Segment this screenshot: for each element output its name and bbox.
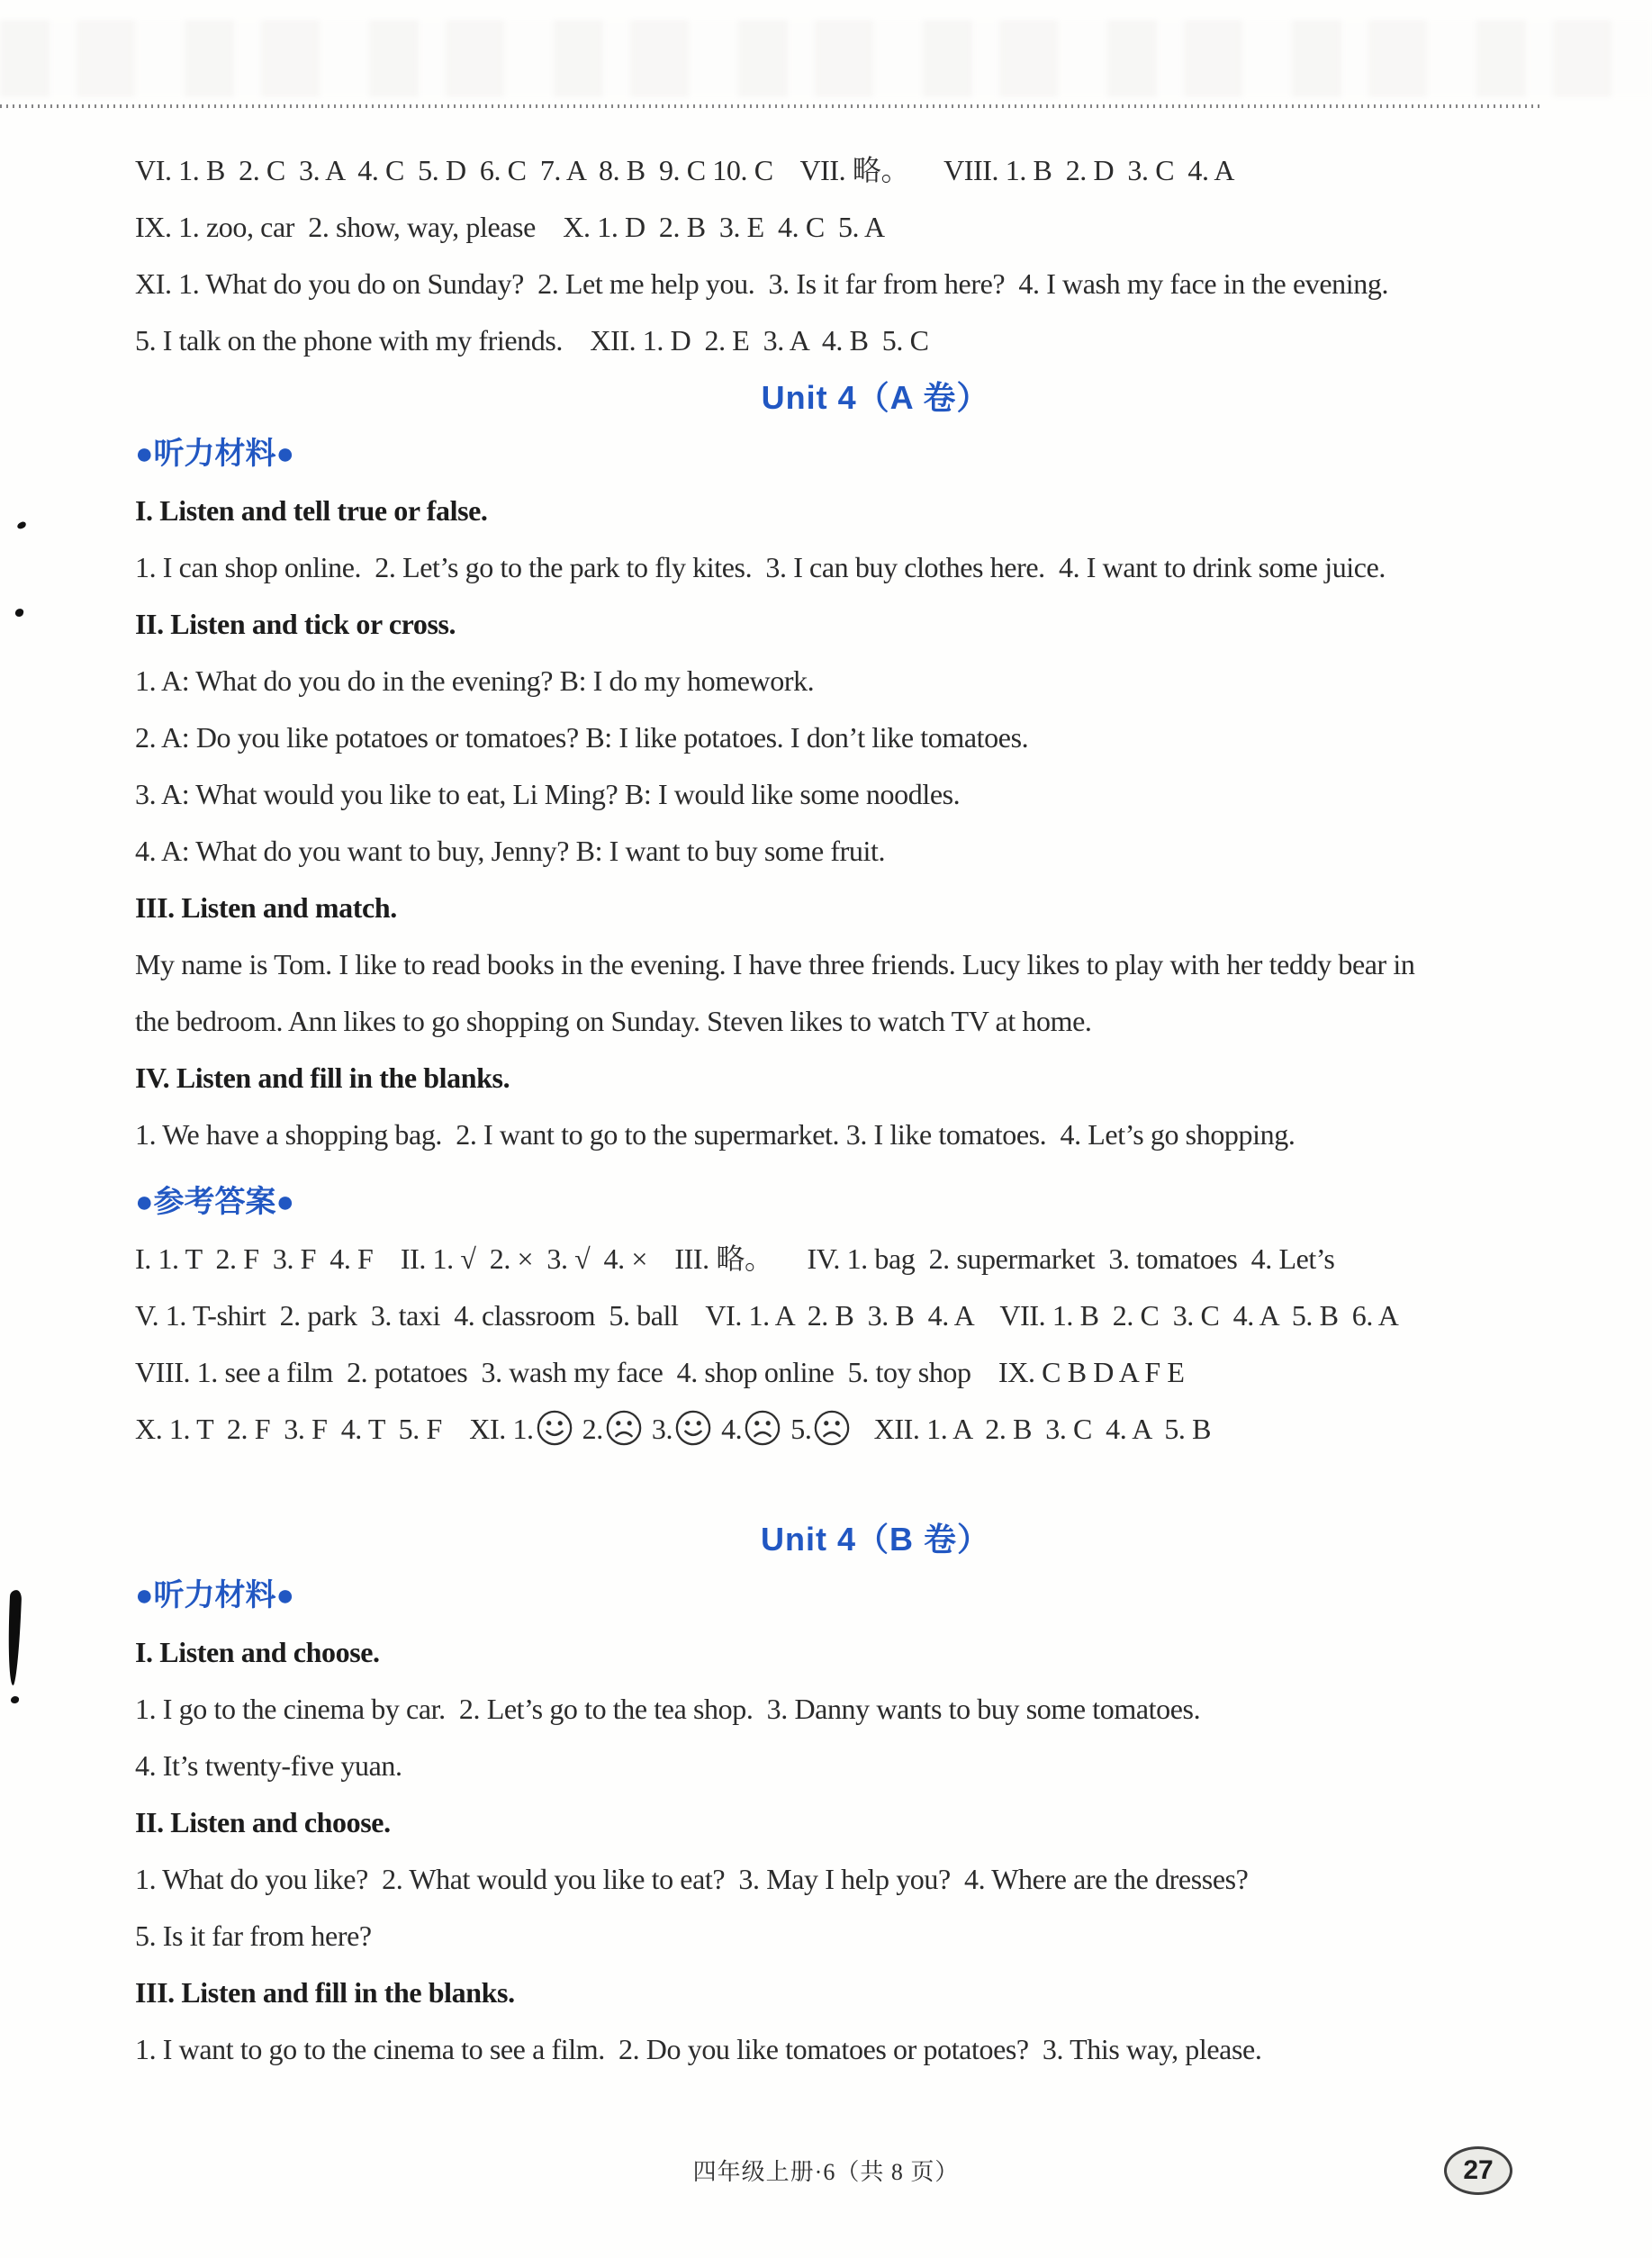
answer-line: 5. I talk on the phone with my friends. XII. 1. D 2. E 3. A 4. B 5. C — [135, 324, 929, 357]
section-header: III. Listen and fill in the blanks. — [135, 1976, 515, 2009]
script-line: 1. I can shop online. 2. Let’s go to the park to fly kites. 3. I can buy clothes here. 4. I want to drink some juice. — [135, 551, 1386, 583]
page-number: 27 — [1463, 2155, 1494, 2185]
script-line: 1. A: What do you do in the evening? B: I do my homework. — [135, 664, 815, 697]
unit-a-listening-header: ●听力材料● — [135, 438, 295, 471]
ink-stroke-mark — [6, 1590, 23, 1685]
section-header: II. Listen and choose. — [135, 1806, 391, 1838]
smiley-face-icon — [536, 1409, 573, 1447]
script-line: 1. I go to the cinema by car. 2. Let’s go to the tea shop. 3. Danny wants to buy some tomatoes. — [135, 1693, 1201, 1725]
faces-sequence — [512, 1413, 860, 1445]
answer-line: IX. 1. zoo, car 2. show, way, please X. 1. D 2. B 3. E 4. C 5. A — [135, 211, 885, 243]
frowny-face-icon — [605, 1409, 643, 1447]
faces-suffix: XII. 1. A 2. B 3. C 4. A 5. B — [860, 1413, 1212, 1445]
face-answer-item: 3. — [652, 1413, 721, 1445]
dotted-divider — [0, 104, 1543, 108]
spacer — [135, 1163, 1616, 1174]
answer-line-faces — [135, 1401, 1616, 1458]
section-header: II. Listen and tick or cross. — [135, 608, 456, 640]
section-header: III. Listen and match. — [135, 891, 397, 924]
script-line: 1. What do you like? 2. What would you like to eat? 3. May I help you? 4. Where are the dresses? — [135, 1863, 1249, 1895]
script-line: 4. It’s twenty-five yuan. — [135, 1749, 402, 1782]
page-content — [135, 142, 1616, 2078]
script-line: 3. A: What would you like to eat, Li Ming? B: I would like some noodles. — [135, 778, 961, 810]
face-answer-item: 2. — [582, 1413, 652, 1445]
unit-b-listening-header: ●听力材料● — [135, 1579, 295, 1612]
unit-a-title: Unit 4（A 卷） — [761, 379, 990, 416]
script-line: 1. We have a shopping bag. 2. I want to go to the supermarket. 3. I like tomatoes. 4. Let’s go shopping. — [135, 1118, 1295, 1151]
face-answer-item: 1. — [512, 1413, 582, 1445]
answer-line: V. 1. T-shirt 2. park 3. taxi 4. classroom 5. ball VI. 1. A 2. B 3. B 4. A VII. 1. B 2. C 3. C 4. A 5. B 6. A — [135, 1299, 1399, 1332]
ink-speck — [14, 608, 23, 617]
smiley-face-icon — [674, 1409, 712, 1447]
ink-speck — [16, 521, 27, 530]
scan-bleed-band — [0, 20, 1652, 97]
script-line: 4. A: What do you want to buy, Jenny? B: I want to buy some fruit. — [135, 835, 886, 867]
script-line: My name is Tom. I like to read books in the evening. I have three friends. Lucy likes to play with her teddy bear in — [135, 948, 1415, 980]
answer-line: XI. 1. What do you do on Sunday? 2. Let me help you. 3. Is it far from here? 4. I wash my face in the evening. — [135, 267, 1389, 300]
spacer — [135, 1458, 1616, 1511]
script-line: 5. Is it far from here? — [135, 1919, 372, 1952]
page-footer: 四年级上册·6（共 8 页） — [692, 2159, 960, 2185]
frowny-face-icon — [744, 1409, 781, 1447]
page-number-badge — [1444, 2146, 1512, 2195]
answer-line: VIII. 1. see a film 2. potatoes 3. wash my face 4. shop online 5. toy shop IX. C B D A F E — [135, 1356, 1185, 1388]
unit-b-title: Unit 4（B 卷） — [760, 1521, 990, 1558]
face-answer-item: 4. — [721, 1413, 790, 1445]
script-line: 2. A: Do you like potatoes or tomatoes? B: I like potatoes. I don’t like tomatoes. — [135, 721, 1029, 754]
script-line: 1. I want to go to the cinema to see a film. 2. Do you like tomatoes or potatoes? 3. This way, please. — [135, 2033, 1262, 2065]
unit-a-answers-header: ●参考答案● — [135, 1186, 295, 1219]
script-line: the bedroom. Ann likes to go shopping on Sunday. Steven likes to watch TV at home. — [135, 1005, 1092, 1037]
answer-line: VI. 1. B 2. C 3. A 4. C 5. D 6. C 7. A 8. B 9. C 10. C VII. 略。 VIII. 1. B 2. D 3. C 4. A — [135, 154, 1235, 186]
faces-prefix: X. 1. T 2. F 3. F 4. T 5. F XI. — [135, 1413, 513, 1445]
section-header: I. Listen and tell true or false. — [135, 494, 488, 527]
section-header: I. Listen and choose. — [135, 1636, 380, 1668]
answer-line: I. 1. T 2. F 3. F 4. F II. 1. √ 2. × 3. √ 4. × III. 略。 IV. 1. bag 2. supermarket 3. tomatoes 4. Let’s — [135, 1242, 1335, 1275]
ink-speck — [11, 1696, 20, 1704]
section-header: IV. Listen and fill in the blanks. — [135, 1061, 510, 1094]
frowny-face-icon — [813, 1409, 851, 1447]
face-answer-item: 5. — [790, 1413, 860, 1445]
